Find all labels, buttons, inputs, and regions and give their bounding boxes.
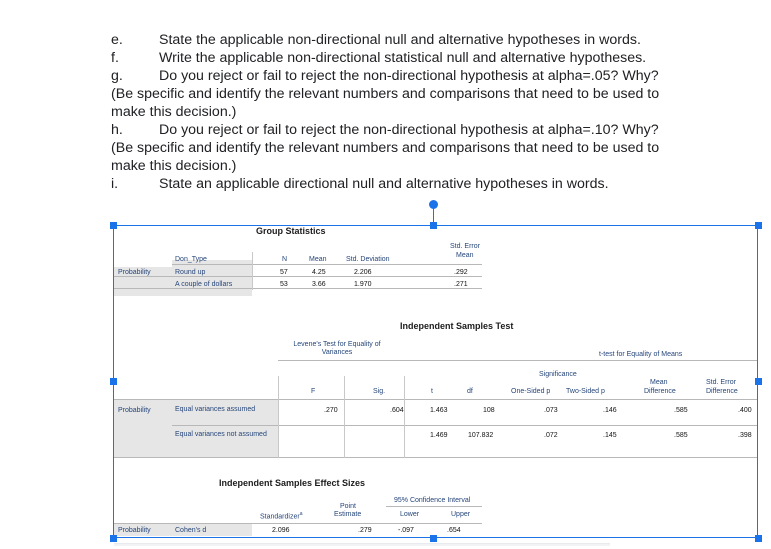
header-point-line1: Point — [340, 503, 356, 510]
question-e — [111, 31, 711, 49]
question-h-note: (Be specific and identify the relevant numbers and comparisons that need to be used to make this decision.) — [111, 140, 660, 174]
variance-label: Equal variances not assumed — [175, 431, 267, 438]
question-label: g. — [111, 68, 123, 84]
header-standardizer — [260, 510, 302, 521]
cell-point-estimate: .279 — [358, 527, 372, 534]
resize-handle-top-left[interactable] — [110, 222, 117, 229]
levene-header: Levene's Test for Equality of Variances — [293, 341, 381, 356]
question-label: i. — [111, 176, 119, 192]
resize-handle-middle-left[interactable] — [110, 378, 117, 385]
cell-mean-diff: .585 — [674, 432, 688, 439]
spss-output-image[interactable] — [113, 225, 758, 538]
cell-two-sided: .145 — [603, 432, 617, 439]
question-text: State an applicable directional null and alternative hypotheses in words. — [159, 176, 609, 192]
cell-t: 1.469 — [430, 432, 448, 439]
cell-n: 53 — [280, 281, 288, 288]
resize-handle-middle-right[interactable] — [755, 378, 762, 385]
table-title: Independent Samples Effect Sizes — [219, 478, 366, 488]
cell-mean: 4.25 — [312, 269, 326, 276]
header-se-line2: Difference — [706, 388, 738, 395]
header-one-sided: One-Sided p — [511, 388, 551, 395]
header-sig: Sig. — [373, 388, 386, 395]
header-se-line1: Std. Error — [706, 379, 736, 386]
header-mean: Mean — [309, 256, 327, 263]
question-label: h. — [111, 122, 123, 138]
resize-handle-bottom-right[interactable] — [755, 535, 762, 542]
question-text: Do you reject or fail to reject the non-directional hypothesis at alpha=.10? Why? — [159, 122, 659, 138]
cell-df: 107.832 — [468, 432, 494, 439]
header-f: F — [311, 388, 316, 395]
cell-sd: 2.206 — [354, 269, 372, 276]
cell-sd: 1.970 — [354, 281, 372, 288]
variance-label: Equal variances assumed — [175, 406, 256, 413]
resize-handle-top-center[interactable] — [430, 222, 437, 229]
question-text: State the applicable non-directional null and alternative hypotheses in words. — [159, 32, 641, 48]
cell-lower: -.097 — [398, 527, 414, 534]
effect-sizes-table — [114, 226, 758, 538]
cell-mean-diff: .585 — [674, 407, 688, 414]
group-label: Round up — [175, 269, 206, 276]
question-text: Write the applicable non-directional statistical null and alternative hypotheses. — [159, 50, 647, 66]
cell-upper: .654 — [447, 527, 461, 534]
cell-df: 108 — [483, 407, 495, 414]
header-upper: Upper — [451, 511, 471, 518]
statistic-label: Cohen's d — [175, 527, 207, 534]
significance-header: Significance — [539, 371, 577, 378]
question-list — [111, 31, 711, 193]
cell-se: .292 — [454, 269, 468, 276]
image-toolbar-edge — [114, 543, 610, 546]
header-se-line2: Mean — [456, 252, 474, 259]
table-title: Group Statistics — [256, 226, 326, 236]
cell-se-diff: .398 — [738, 432, 752, 439]
group-label: A couple of dollars — [175, 281, 233, 288]
header-point-line2: Estimate — [334, 511, 362, 518]
row-label-probability: Probability — [118, 527, 151, 534]
question-g-note: (Be specific and identify the relevant numbers and comparisons that need to be used to make this decision.) — [111, 86, 660, 120]
cell-mean: 3.66 — [312, 281, 326, 288]
question-h — [111, 121, 711, 139]
cell-one-sided: .073 — [544, 407, 558, 414]
header-ci: 95% Confidence Interval — [394, 497, 471, 504]
question-i — [111, 175, 711, 193]
resize-handle-bottom-left[interactable] — [110, 535, 117, 542]
table-title: Independent Samples Test — [400, 321, 514, 331]
row-label-probability: Probability — [118, 407, 151, 414]
header-n: N — [282, 256, 288, 263]
cell-standardizer: 2.096 — [272, 527, 290, 534]
question-label: e. — [111, 32, 123, 48]
cell-two-sided: .146 — [603, 407, 617, 414]
header-two-sided: Two-Sided p — [566, 388, 605, 395]
cell-sig: .604 — [390, 407, 404, 414]
header-lower: Lower — [400, 511, 420, 518]
question-text: Do you reject or fail to reject the non-directional hypothesis at alpha=.05? Why? — [159, 68, 659, 84]
cell-t: 1.463 — [430, 407, 448, 414]
cell-f: .270 — [324, 407, 338, 414]
cell-se-diff: .400 — [738, 407, 752, 414]
header-t: t — [431, 388, 433, 395]
question-label: f. — [111, 50, 119, 66]
rotate-handle[interactable] — [429, 200, 438, 209]
resize-handle-bottom-center[interactable] — [430, 535, 437, 542]
cell-se: .271 — [454, 281, 468, 288]
header-md-line2: Difference — [644, 388, 676, 395]
cell-one-sided: .072 — [544, 432, 558, 439]
header-var: Don_Type — [175, 256, 207, 263]
header-md-line1: Mean — [650, 379, 668, 386]
question-g — [111, 67, 711, 85]
cell-n: 57 — [280, 269, 288, 276]
standardizer-text: Standardizer — [260, 513, 300, 521]
header-se-line1: Std. Error — [450, 243, 480, 250]
standardizer-footnote: a — [299, 511, 303, 517]
question-f — [111, 49, 711, 67]
resize-handle-top-right[interactable] — [755, 222, 762, 229]
row-label-probability: Probability — [118, 269, 151, 276]
header-sd: Std. Deviation — [346, 256, 390, 263]
ttest-header: t-test for Equality of Means — [599, 351, 683, 358]
header-df: df — [467, 388, 473, 395]
